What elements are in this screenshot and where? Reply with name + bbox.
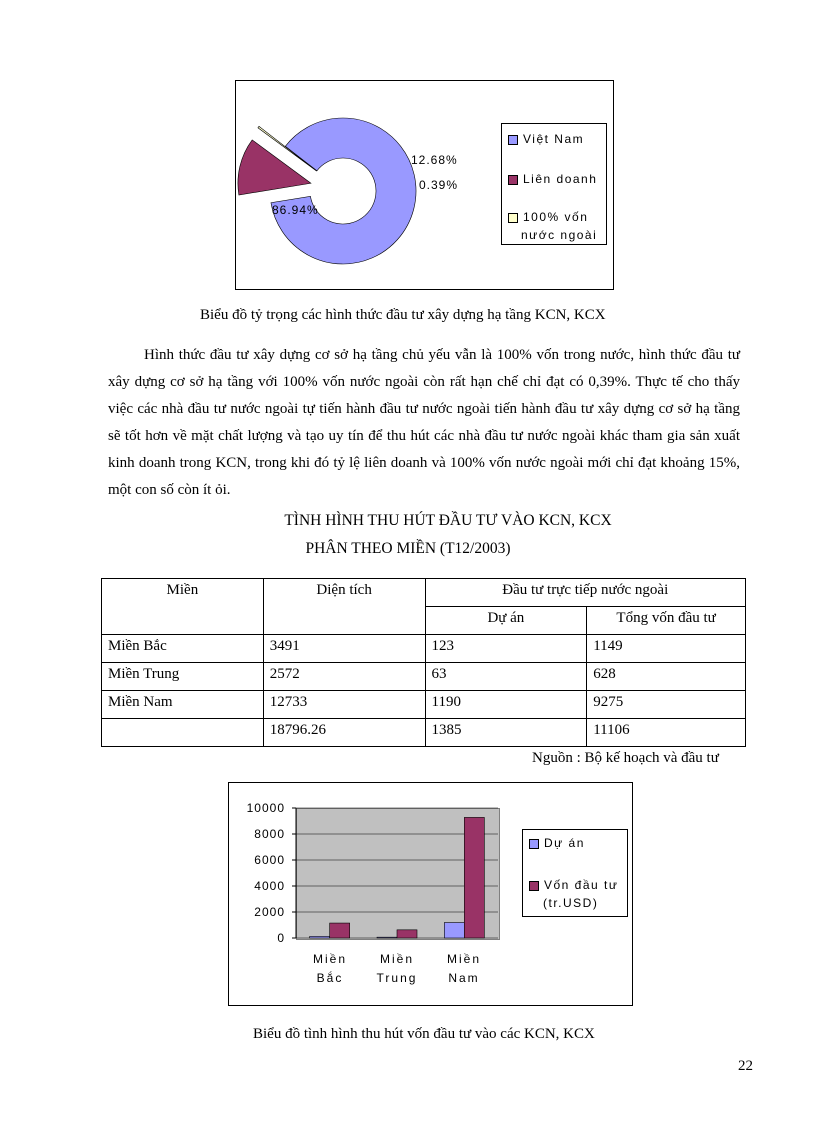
x-category-label xyxy=(300,950,360,988)
x-category-line: Miền xyxy=(312,952,347,966)
legend-swatch-nuoc-ngoai xyxy=(508,213,518,223)
pie-chart-caption: Biểu đồ tỷ trọng các hình thức đầu tư xây dựng hạ tầng KCN, KCX xyxy=(200,307,606,323)
body-text: Hình thức đầu tư xây dựng cơ sở hạ tầng chủ yếu vẫn là 100% vốn trong nước, hình thức đầu tư xây dựng cơ sở hạ tầng với 100% vốn nước ngoài còn rất hạn chế chỉ đạt có 0,39%. Thực tế cho thấy việc các nhà đầu tư nước ngoài tự tiến hành đầu tư nước ngoài tiến hành đầu tư xây dựng cơ sở hạ tầng sẽ tốt hơn về mặt chất lượng và tạo uy tín để thu hút các nhà đầu tư nước ngoài khác tham gia sản xuất kinh doanh trong KCN, trong khi đó tỷ lệ liên doanh và 100% vốn nước ngoài mới chỉ đạt khoảng 15%, một con số còn ít ỏi. xyxy=(108,347,740,498)
bar xyxy=(444,923,464,938)
y-tick-label: 4000 xyxy=(254,879,285,893)
legend-label-du-an: Dự án xyxy=(544,836,585,850)
table-row xyxy=(102,691,746,719)
cell-capital: 11106 xyxy=(587,719,746,747)
table-row xyxy=(102,635,746,663)
pie-label-nuoc-ngoai: 0.39% xyxy=(419,178,459,192)
legend-label-nuoc-ngoai-2: nước ngoài xyxy=(521,228,598,242)
pie-slice xyxy=(271,118,416,264)
cell-area: 12733 xyxy=(263,691,425,719)
legend-swatch-du-an xyxy=(529,839,539,849)
x-category-line: Miền xyxy=(446,952,481,966)
legend-label-von-dau-tu-unit: (tr.USD) xyxy=(543,896,599,910)
pie-label-lien-doanh: 12.68% xyxy=(411,153,458,167)
cell-area: 3491 xyxy=(263,635,425,663)
x-category-line: Nam xyxy=(448,971,480,985)
cell-projects: 1385 xyxy=(425,719,587,747)
cell-region: Miền Bắc xyxy=(102,635,264,663)
bar xyxy=(397,930,417,938)
x-category-line: Miền xyxy=(379,952,414,966)
table-total-row xyxy=(102,719,746,747)
source-note: Nguồn : Bộ kế hoạch và đầu tư xyxy=(532,750,719,766)
y-tick-label: 10000 xyxy=(246,801,285,815)
x-category-label xyxy=(434,950,494,988)
table-title-line-1: TÌNH HÌNH THU HÚT ĐẦU TƯ VÀO KCN, KCX xyxy=(284,512,612,529)
legend-label-nuoc-ngoai-1: 100% vốn xyxy=(523,210,589,224)
bar xyxy=(330,923,350,938)
bar xyxy=(464,817,484,938)
table-title-line-2: PHÂN THEO MIỀN (T12/2003) xyxy=(305,540,511,557)
x-category-line: Trung xyxy=(376,971,418,985)
body-paragraph xyxy=(108,342,740,504)
legend-label-viet-nam: Việt Nam xyxy=(523,132,585,146)
legend-swatch-viet-nam xyxy=(508,135,518,145)
header-region: Miền xyxy=(102,579,264,635)
bar xyxy=(377,937,397,938)
bar-chart-caption: Biểu đồ tình hình thu hút vốn đầu tư vào các KCN, KCX xyxy=(253,1026,595,1042)
bar-chart-frame xyxy=(228,782,633,1006)
page-number: 22 xyxy=(738,1058,753,1074)
pie-label-viet-nam: 86.94% xyxy=(272,203,319,217)
y-tick-label: 6000 xyxy=(254,853,285,867)
cell-capital: 1149 xyxy=(587,635,746,663)
pie-legend xyxy=(501,123,607,245)
header-projects: Dự án xyxy=(425,607,587,635)
bar xyxy=(310,936,330,938)
legend-swatch-von-dau-tu xyxy=(529,881,539,891)
legend-item-von-dau-tu xyxy=(529,878,618,892)
cell-region xyxy=(102,719,264,747)
legend-label-lien-doanh: Liên doanh xyxy=(523,172,598,186)
investment-table xyxy=(101,578,746,747)
x-category-line: Bắc xyxy=(316,971,344,985)
cell-projects: 123 xyxy=(425,635,587,663)
cell-area: 18796.26 xyxy=(263,719,425,747)
legend-item-viet-nam xyxy=(508,132,584,146)
cell-projects: 1190 xyxy=(425,691,587,719)
pie-chart-frame xyxy=(235,80,614,290)
header-area: Diện tích xyxy=(263,579,425,635)
legend-item-nuoc-ngoai xyxy=(508,210,588,224)
cell-area: 2572 xyxy=(263,663,425,691)
legend-swatch-lien-doanh xyxy=(508,175,518,185)
legend-label-von-dau-tu: Vốn đầu tư xyxy=(544,878,619,892)
cell-projects: 63 xyxy=(425,663,587,691)
x-category-label xyxy=(367,950,427,988)
y-tick-label: 0 xyxy=(277,931,285,945)
table-header-row xyxy=(102,579,746,607)
y-tick-label: 8000 xyxy=(254,827,285,841)
bar-legend xyxy=(522,829,628,917)
cell-region: Miền Nam xyxy=(102,691,264,719)
cell-capital: 628 xyxy=(587,663,746,691)
y-tick-label: 2000 xyxy=(254,905,285,919)
header-fdi: Đầu tư trực tiếp nước ngoài xyxy=(425,579,745,607)
legend-item-du-an xyxy=(529,836,585,850)
cell-capital: 9275 xyxy=(587,691,746,719)
table-row xyxy=(102,663,746,691)
legend-item-lien-doanh xyxy=(508,172,597,186)
cell-region: Miền Trung xyxy=(102,663,264,691)
header-capital: Tổng vốn đầu tư xyxy=(587,607,746,635)
